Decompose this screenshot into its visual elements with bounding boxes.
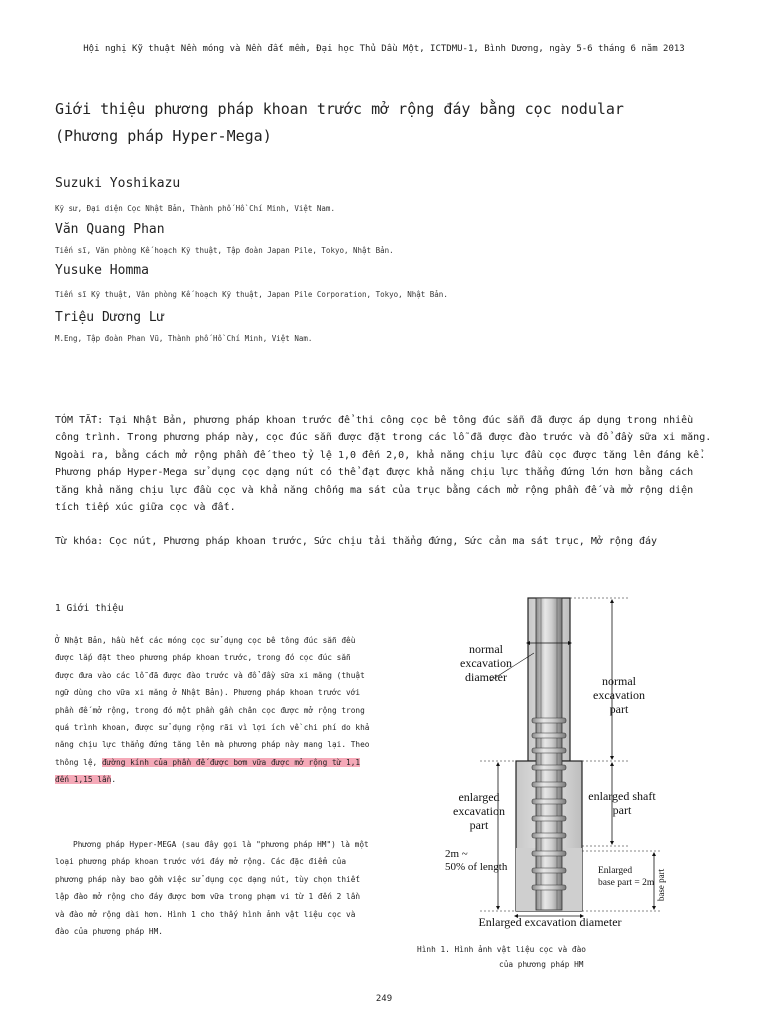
label-normal-part-3: part — [609, 702, 629, 716]
paragraph-text: Ở Nhật Bản, hầu hết các móng cọc sử dụng cọc bê tông đúc sẵn đều được lắp đặt theo phương pháp khoan trước, trong đó cọc đúc sẵn được đưa vào các lỗ đã được đào trước và đổ đầy sữa xi măng (thuật ngữ dùng cho vữa xi măng ở Nhật Bản). Phương pháp khoan trước với phần đế mở rộng, trong đó một phần gần chân cọc được mở rộng trong quá trình khoan, được sử dụng rộng rãi vì lợi ích về chi phí do khả năng chịu lực thẳng đứng tăng lên mà phương pháp này mang lại. Theo thông lệ, — [55, 636, 370, 767]
page-number: 249 — [375, 994, 393, 1004]
conference-header: Hội nghị Kỹ thuật Nền móng và Nền đất mềm, Đại học Thủ Dầu Một, ICTDMU-1, Bình Dương, ngày 5-6 tháng 6 năm 2013 — [83, 44, 685, 54]
label-normal-diameter-2: excavation — [460, 656, 512, 670]
label-enlarged-part-1: enlarged — [458, 790, 500, 804]
label-enlarged-part-3: part — [469, 818, 489, 832]
label-enlarged-base-2: base part = 2m — [598, 878, 655, 888]
label-normal-diameter-1: normal — [469, 642, 503, 656]
label-enlarged-shaft-1: enlarged shaft — [588, 789, 656, 803]
author-name: Yusuke Homma — [55, 263, 149, 278]
section-heading: 1 Giới thiệu — [55, 603, 124, 614]
label-enlarged-shaft-2: part — [612, 803, 632, 817]
intro-paragraph-1 — [55, 632, 373, 789]
paper-title-line2: (Phương pháp Hyper-Mega) — [55, 127, 272, 145]
caption-line-1: Hình 1. Hình ảnh vật liệu cọc và đào — [417, 945, 586, 954]
caption-line-2: của phương pháp HM — [499, 960, 584, 969]
author-affiliation: M.Eng, Tập đoàn Phan Vũ, Thành phố Hồ Chí Minh, Việt Nam. — [55, 334, 313, 343]
label-normal-part-2: excavation — [593, 688, 645, 702]
label-base-part-vertical: base part — [656, 868, 666, 902]
author-name: Triệu Dương Lư — [55, 310, 165, 325]
author-affiliation: Tiến sĩ Kỹ thuật, Văn phòng Kế hoạch Kỹ thuật, Japan Pile Corporation, Tokyo, Nhật Bản. — [55, 290, 448, 299]
keywords: Từ khóa: Cọc nút, Phương pháp khoan trước, Sức chịu tải thẳng đứng, Sức cản ma sát trục, Mở rộng đáy — [55, 536, 658, 547]
author-affiliation: Tiến sĩ, Văn phòng Kế hoạch Kỹ thuật, Tập đoàn Japan Pile, Tokyo, Nhật Bản. — [55, 246, 394, 255]
intro-paragraph-2: Phương pháp Hyper-MEGA (sau đây gọi là "phương pháp HM") là một loại phương pháp khoan trước với đáy mở rộng. Các đặc điểm của phương pháp này bao gồm việc sử dụng cọc dạng nút, tùy chọn thiết lập đào mở rộng cho đáy được bơm vữa trong phạm vi từ 1 đến 2 lần và đào mở rộng dài hơn. Hình 1 cho thấy hình ảnh vật liệu cọc và đào của phương pháp HM. — [55, 840, 369, 937]
author-name: Suzuki Yoshikazu — [55, 176, 181, 191]
figure-caption — [417, 942, 627, 972]
highlighted-text: đường kính của phần đế được bơm vữa được mở rộng từ 1,1 đến 1,15 lần — [55, 757, 361, 785]
paper-title-line1: Giới thiệu phương pháp khoan trước mở rộng đáy bằng cọc nodular — [55, 100, 624, 118]
author-affiliation: Kỹ sư, Đại diện Cọc Nhật Bản, Thành phố Hồ Chí Minh, Việt Nam. — [55, 204, 335, 213]
label-length-note-2: 50% of length — [445, 861, 508, 873]
paragraph-end: . — [111, 775, 117, 785]
label-enlarged-base-1: Enlarged — [598, 866, 633, 876]
label-normal-part-1: normal — [602, 674, 636, 688]
author-name: Văn Quang Phan — [55, 222, 165, 237]
pile-shaft — [536, 598, 562, 910]
label-length-note-1: 2m ~ — [445, 848, 468, 860]
label-enlarged-part-2: excavation — [453, 804, 505, 818]
pile-diagram — [430, 593, 680, 933]
label-enlarged-diameter: Enlarged excavation diameter — [478, 915, 622, 929]
label-normal-diameter-3: diameter — [465, 670, 507, 684]
abstract: TÓM TẮT: Tại Nhật Bản, phương pháp khoan trước để thi công cọc bê tông đúc sẵn đã được áp dụng trong nhiều công trình. Trong phương pháp này, cọc đúc sẵn được đặt trong các lỗ đã được đào trước và đổ đầy sữa xi măng. Ngoài ra, bằng cách mở rộng phần đế theo tỷ lệ 1,0 đến 2,0, khả năng chịu lực đầu cọc được tăng lên đáng kể. Phương pháp Hyper-Mega sử dụng cọc dạng nút có thể đạt được khả năng chịu lực thẳng đứng lớn hơn bằng cách tăng khả năng chịu lực đầu cọc và khả năng chống ma sát của trục bằng cách mở rộng phần đế và mở rộng diện tích tiếp xúc giữa cọc và đất. — [55, 415, 712, 514]
